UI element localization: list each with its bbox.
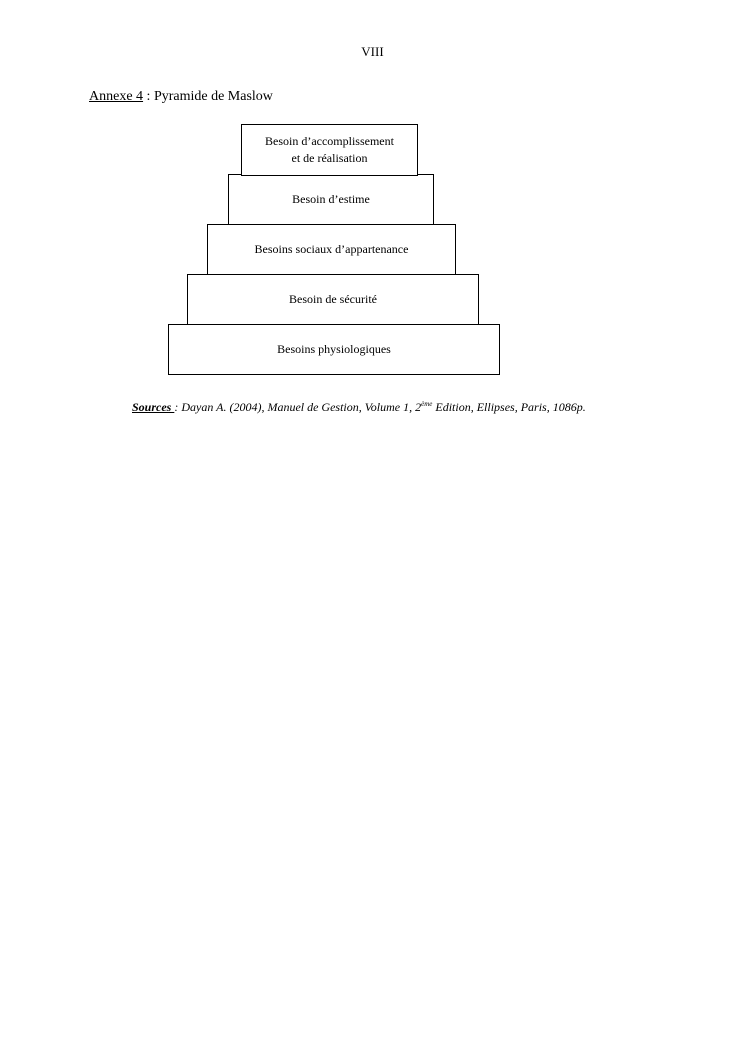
- sources-text: Dayan A. (2004), Manuel de Gestion, Volume 1, 2: [181, 400, 422, 414]
- sources-label: Sources: [132, 400, 175, 414]
- annex-label: Annexe 4: [89, 89, 144, 104]
- annex-heading: [89, 89, 273, 105]
- sources-text-end: Edition, Ellipses, Paris, 1086p.: [432, 400, 586, 414]
- sources-citation: [89, 398, 655, 416]
- pyramid-level-label: Besoin d’accomplissement et de réalisation: [265, 134, 394, 165]
- pyramid-level-label: Besoin de sécurité: [289, 292, 377, 306]
- sources-superscript: ème: [421, 400, 433, 408]
- sources-colon: :: [174, 400, 182, 414]
- pyramid-level-physiological: [168, 324, 500, 375]
- annex-separator: :: [143, 89, 154, 104]
- annex-title: Pyramide de Maslow: [153, 89, 273, 104]
- page-number: VIII: [361, 44, 384, 59]
- pyramid-level-self-actualization: [241, 124, 418, 176]
- pyramid-level-label: Besoins physiologiques: [277, 342, 391, 356]
- pyramid-level-belonging: [207, 224, 456, 275]
- pyramid-level-label: Besoin d’estime: [292, 192, 370, 206]
- pyramid-level-safety: [187, 274, 479, 325]
- pyramid-level-label: Besoins sociaux d’appartenance: [254, 242, 409, 256]
- pyramid-level-esteem: [228, 174, 434, 225]
